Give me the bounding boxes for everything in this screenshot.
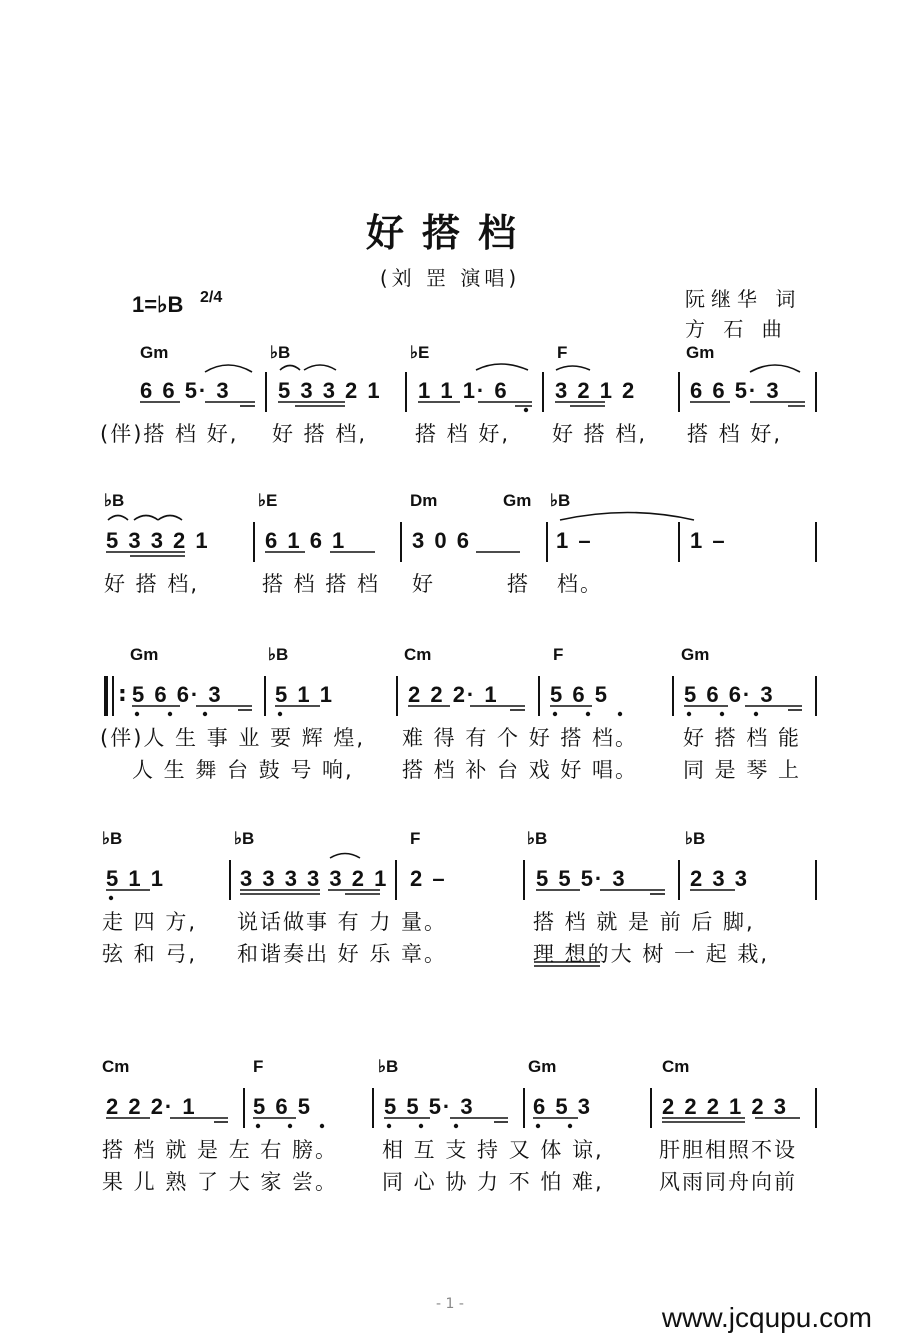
lyric-segment: 相 互 支 持 又 体 谅, xyxy=(382,1138,604,1162)
measure-notes: 2 2 2· 1 xyxy=(408,682,499,707)
lyric-segment: 同 心 协 力 不 怕 难, xyxy=(382,1170,604,1194)
lyric-segment: 肝胆相照不设 xyxy=(659,1138,797,1162)
lyric-segment: 搭 档 补 台 戏 好 唱。 xyxy=(402,758,639,782)
composer-credit: 方 石 曲 xyxy=(685,317,788,341)
chord-label: ♭B xyxy=(268,645,289,664)
website-watermark: www.jcqupu.com xyxy=(661,1302,872,1333)
performer-note: (刘 罡 演唱) xyxy=(379,266,521,290)
measure-notes: 6 1 6 1 xyxy=(265,528,347,553)
chord-label: Gm xyxy=(130,645,159,664)
chord-label: ♭B xyxy=(270,343,291,362)
measure-notes: 6 6 5· 3 xyxy=(140,378,231,403)
measure-notes: 5 6 5 xyxy=(253,1094,312,1119)
chord-label: Gm xyxy=(528,1057,557,1076)
measure-notes: 5 1 1 xyxy=(106,866,165,891)
lyric-segment: 和谐奏出 好 乐 章。 xyxy=(237,942,448,966)
lyric-segment: 弦 和 弓, xyxy=(102,942,198,966)
measure-notes: 1 1 1· 6 xyxy=(418,378,509,403)
chord-label: ♭B xyxy=(102,829,123,848)
lyric-segment: 好 搭 档 能 xyxy=(683,726,802,750)
measure-notes: 5 6 6· 3 xyxy=(684,682,775,707)
lyric-segment: 搭 xyxy=(507,572,530,596)
measure-notes: 2 2 2 1 2 3 xyxy=(662,1094,788,1119)
measure-notes: 2 2 2· 1 xyxy=(106,1094,197,1119)
lyricist-credit: 阮继华 词 xyxy=(685,287,802,311)
chord-label: Cm xyxy=(102,1057,130,1076)
chord-label: Cm xyxy=(404,645,432,664)
measure-notes: 1 – xyxy=(556,528,593,553)
chord-label: Gm xyxy=(503,491,532,510)
measure-notes: 5 1 1 xyxy=(275,682,334,707)
lyric-segment: 果 儿 熟 了 大 家 尝。 xyxy=(102,1170,339,1194)
lyric-segment: 好 搭 档, xyxy=(272,422,368,446)
lyric-segment: (伴)搭 档 好, xyxy=(100,422,239,446)
chord-label: ♭B xyxy=(527,829,548,848)
time-signature: 2/4 xyxy=(200,289,223,306)
chord-label: ♭B xyxy=(104,491,125,510)
chord-label: ♭E xyxy=(410,343,430,362)
chord-label: Dm xyxy=(410,491,438,510)
lyric-segment: 难 得 有 个 好 搭 档。 xyxy=(402,726,639,750)
chord-label: F xyxy=(410,829,421,848)
chord-label: ♭B xyxy=(685,829,706,848)
chord-label: ♭B xyxy=(550,491,571,510)
lyric-segment: 同 是 琴 上 xyxy=(683,758,802,782)
lyric-segment: 档。 xyxy=(557,572,603,596)
measure-notes: 6 5 3 xyxy=(533,1094,592,1119)
lyric-segment: 搭 档 好, xyxy=(415,422,511,446)
lyric-segment: 说话做事 有 力 量。 xyxy=(237,910,448,934)
chord-label: ♭E xyxy=(258,491,278,510)
key-signature: 1=♭B xyxy=(132,292,184,317)
lyric-segment: 搭 档 搭 档 xyxy=(262,572,381,596)
repeat-dots: : xyxy=(118,682,127,707)
lyric-segment: 好 搭 档, xyxy=(552,422,648,446)
lyric-segment: 搭 档 就 是 前 后 脚, xyxy=(533,910,755,934)
measure-notes: 5 5 5· 3 xyxy=(536,866,627,891)
lyric-segment: 搭 档 就 是 左 右 膀。 xyxy=(102,1138,339,1162)
lyric-segment: 人 生 舞 台 鼓 号 响, xyxy=(132,758,354,782)
measure-notes: 3 3 3 3 3 2 1 xyxy=(240,866,389,891)
song-title: 好搭档 xyxy=(365,211,534,255)
measure-notes: 5 6 6· 3 xyxy=(132,682,223,707)
measure-notes: 5 3 3 2 1 xyxy=(278,378,382,403)
measure-notes: 5 3 3 2 1 xyxy=(106,528,210,553)
chord-label: Gm xyxy=(140,343,169,362)
lyric-segment: 走 四 方, xyxy=(102,910,198,934)
chord-label: ♭B xyxy=(378,1057,399,1076)
measure-notes: 3 2 1 2 xyxy=(555,378,637,403)
lyric-segment: 搭 档 好, xyxy=(687,422,783,446)
chord-label: Gm xyxy=(681,645,710,664)
chord-label: F xyxy=(253,1057,264,1076)
chord-label: F xyxy=(557,343,568,362)
lyric-segment: 理 想的大 树 一 起 栽, xyxy=(533,942,770,966)
chord-label: F xyxy=(553,645,564,664)
page-number: - 1 - xyxy=(436,1296,464,1312)
lyric-segment: (伴)人 生 事 业 要 辉 煌, xyxy=(100,726,366,750)
lyric-segment: 好 搭 档, xyxy=(104,572,200,596)
measure-notes: 6 6 5· 3 xyxy=(690,378,781,403)
chord-label: ♭B xyxy=(234,829,255,848)
lyric-segment: 好 xyxy=(412,572,435,596)
measure-notes: 5 6 5 xyxy=(550,682,609,707)
chord-label: Cm xyxy=(662,1057,690,1076)
lyric-segment: 风雨同舟向前 xyxy=(659,1170,797,1194)
measure-notes: 5 5 5· 3 xyxy=(384,1094,475,1119)
measure-notes: 3 0 6 xyxy=(412,528,471,553)
measure-notes: 2 3 3 xyxy=(690,866,749,891)
measure-notes: 2 – xyxy=(410,866,447,891)
measure-notes: 1 – xyxy=(690,528,727,553)
chord-label: Gm xyxy=(686,343,715,362)
